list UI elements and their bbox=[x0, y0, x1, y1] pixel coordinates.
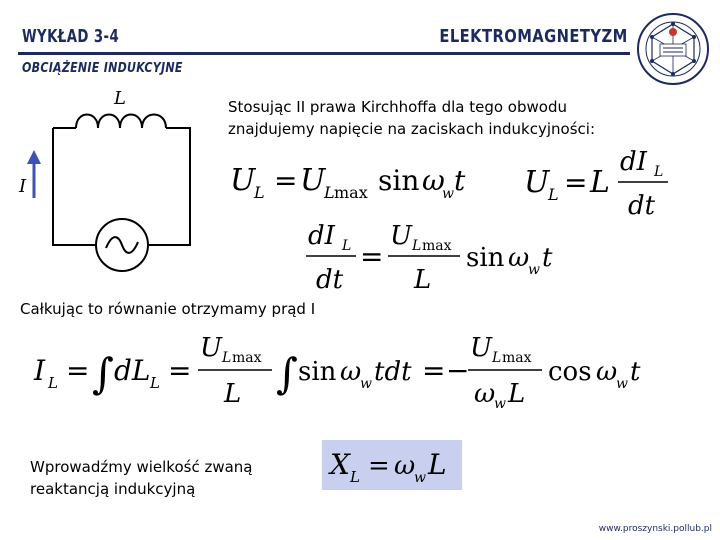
inductor-coil bbox=[76, 115, 166, 129]
svg-text:=: = bbox=[360, 240, 384, 273]
svg-text:U: U bbox=[230, 163, 256, 198]
svg-text:w: w bbox=[360, 376, 372, 392]
svg-text:L: L bbox=[224, 379, 242, 409]
svg-text:U: U bbox=[470, 333, 492, 363]
svg-text:L: L bbox=[254, 183, 265, 202]
svg-text:t: t bbox=[542, 243, 553, 273]
svg-text:ω: ω bbox=[422, 164, 445, 197]
svg-text:t: t bbox=[454, 164, 466, 197]
svg-text:L: L bbox=[324, 183, 335, 202]
svg-text:max: max bbox=[422, 238, 452, 254]
kirchhoff-text: Stosując II prawa Kirchhoffa dla tego obwodu znajdujemy napięcie na zaciskach indukcyjności: bbox=[228, 98, 595, 138]
equation-current-derivative bbox=[306, 212, 566, 294]
svg-text:dt: dt bbox=[628, 191, 656, 221]
course-title: ELEKTROMAGNETYZM bbox=[439, 26, 628, 47]
svg-text:L: L bbox=[150, 374, 160, 392]
equation-voltage-derivative bbox=[520, 142, 680, 222]
svg-text:L: L bbox=[492, 350, 502, 366]
header-divider bbox=[18, 52, 630, 55]
current-arrow-icon bbox=[27, 150, 41, 164]
svg-text:U: U bbox=[200, 333, 222, 363]
svg-text:L: L bbox=[508, 379, 526, 409]
lecture-title: WYKŁAD 3-4 bbox=[22, 26, 120, 47]
svg-text:L: L bbox=[222, 350, 232, 366]
svg-text:tdt: tdt bbox=[374, 357, 412, 387]
svg-text:I: I bbox=[34, 354, 46, 387]
svg-text:ω: ω bbox=[474, 379, 496, 409]
svg-text:ω: ω bbox=[596, 357, 618, 387]
svg-text:L: L bbox=[428, 448, 447, 481]
svg-text:X: X bbox=[330, 448, 350, 481]
equation-reactance bbox=[322, 440, 462, 490]
svg-text:w: w bbox=[494, 396, 506, 412]
svg-text:t: t bbox=[630, 357, 641, 387]
svg-text:w: w bbox=[442, 186, 454, 202]
slide-subtitle: OBCIĄŻENIE INDUKCYJNE bbox=[22, 61, 183, 76]
svg-text:−: − bbox=[446, 354, 470, 387]
inductor-label: L bbox=[114, 88, 126, 109]
svg-text:L: L bbox=[590, 165, 610, 200]
svg-text:w: w bbox=[616, 376, 628, 392]
svg-text:=: = bbox=[168, 354, 192, 387]
integrate-text: Całkując to równanie otrzymamy prąd I bbox=[20, 300, 316, 318]
university-logo bbox=[636, 12, 710, 86]
reactance-formula-box bbox=[322, 440, 462, 490]
svg-text:=: = bbox=[66, 354, 90, 387]
svg-text:sin: sin bbox=[298, 357, 337, 387]
svg-text:ω: ω bbox=[394, 451, 416, 481]
svg-text:w: w bbox=[528, 262, 540, 278]
svg-text:sin: sin bbox=[466, 243, 505, 273]
footer-url[interactable]: www.proszynski.pollub.pl bbox=[598, 524, 712, 534]
svg-text:dt: dt bbox=[316, 265, 344, 294]
current-label: I bbox=[19, 176, 27, 197]
svg-text:L: L bbox=[414, 265, 432, 294]
svg-text:L: L bbox=[48, 374, 58, 392]
svg-text:U: U bbox=[390, 221, 412, 251]
svg-text:dL: dL bbox=[114, 354, 151, 387]
circuit-diagram bbox=[18, 80, 218, 280]
svg-text:ω: ω bbox=[508, 243, 530, 273]
svg-text:L: L bbox=[654, 164, 664, 180]
svg-text:U: U bbox=[524, 165, 550, 200]
reactance-text: Wprowadźmy wielkość zwaną reaktancją indukcyjną bbox=[30, 458, 253, 498]
svg-text:∫: ∫ bbox=[276, 349, 298, 398]
svg-text:dI: dI bbox=[308, 221, 335, 251]
svg-text:cos: cos bbox=[548, 357, 592, 387]
svg-text:=: = bbox=[422, 354, 446, 387]
equation-voltage-sin bbox=[228, 156, 478, 206]
svg-text:dI: dI bbox=[620, 147, 647, 177]
svg-text:=: = bbox=[274, 164, 298, 197]
svg-text:L: L bbox=[548, 185, 559, 204]
svg-text:max: max bbox=[232, 350, 262, 366]
svg-text:∫: ∫ bbox=[92, 349, 114, 398]
svg-text:w: w bbox=[414, 470, 426, 486]
svg-text:ω: ω bbox=[340, 357, 362, 387]
equation-current-integral bbox=[30, 326, 670, 412]
svg-text:max: max bbox=[334, 183, 368, 202]
svg-text:=: = bbox=[564, 166, 588, 199]
svg-text:sin: sin bbox=[378, 164, 420, 197]
svg-text:L: L bbox=[350, 468, 360, 486]
svg-text:L: L bbox=[412, 238, 422, 254]
svg-text:max: max bbox=[502, 350, 532, 366]
svg-text:U: U bbox=[300, 163, 326, 198]
svg-text:=: = bbox=[368, 451, 390, 481]
svg-text:L: L bbox=[342, 238, 352, 254]
